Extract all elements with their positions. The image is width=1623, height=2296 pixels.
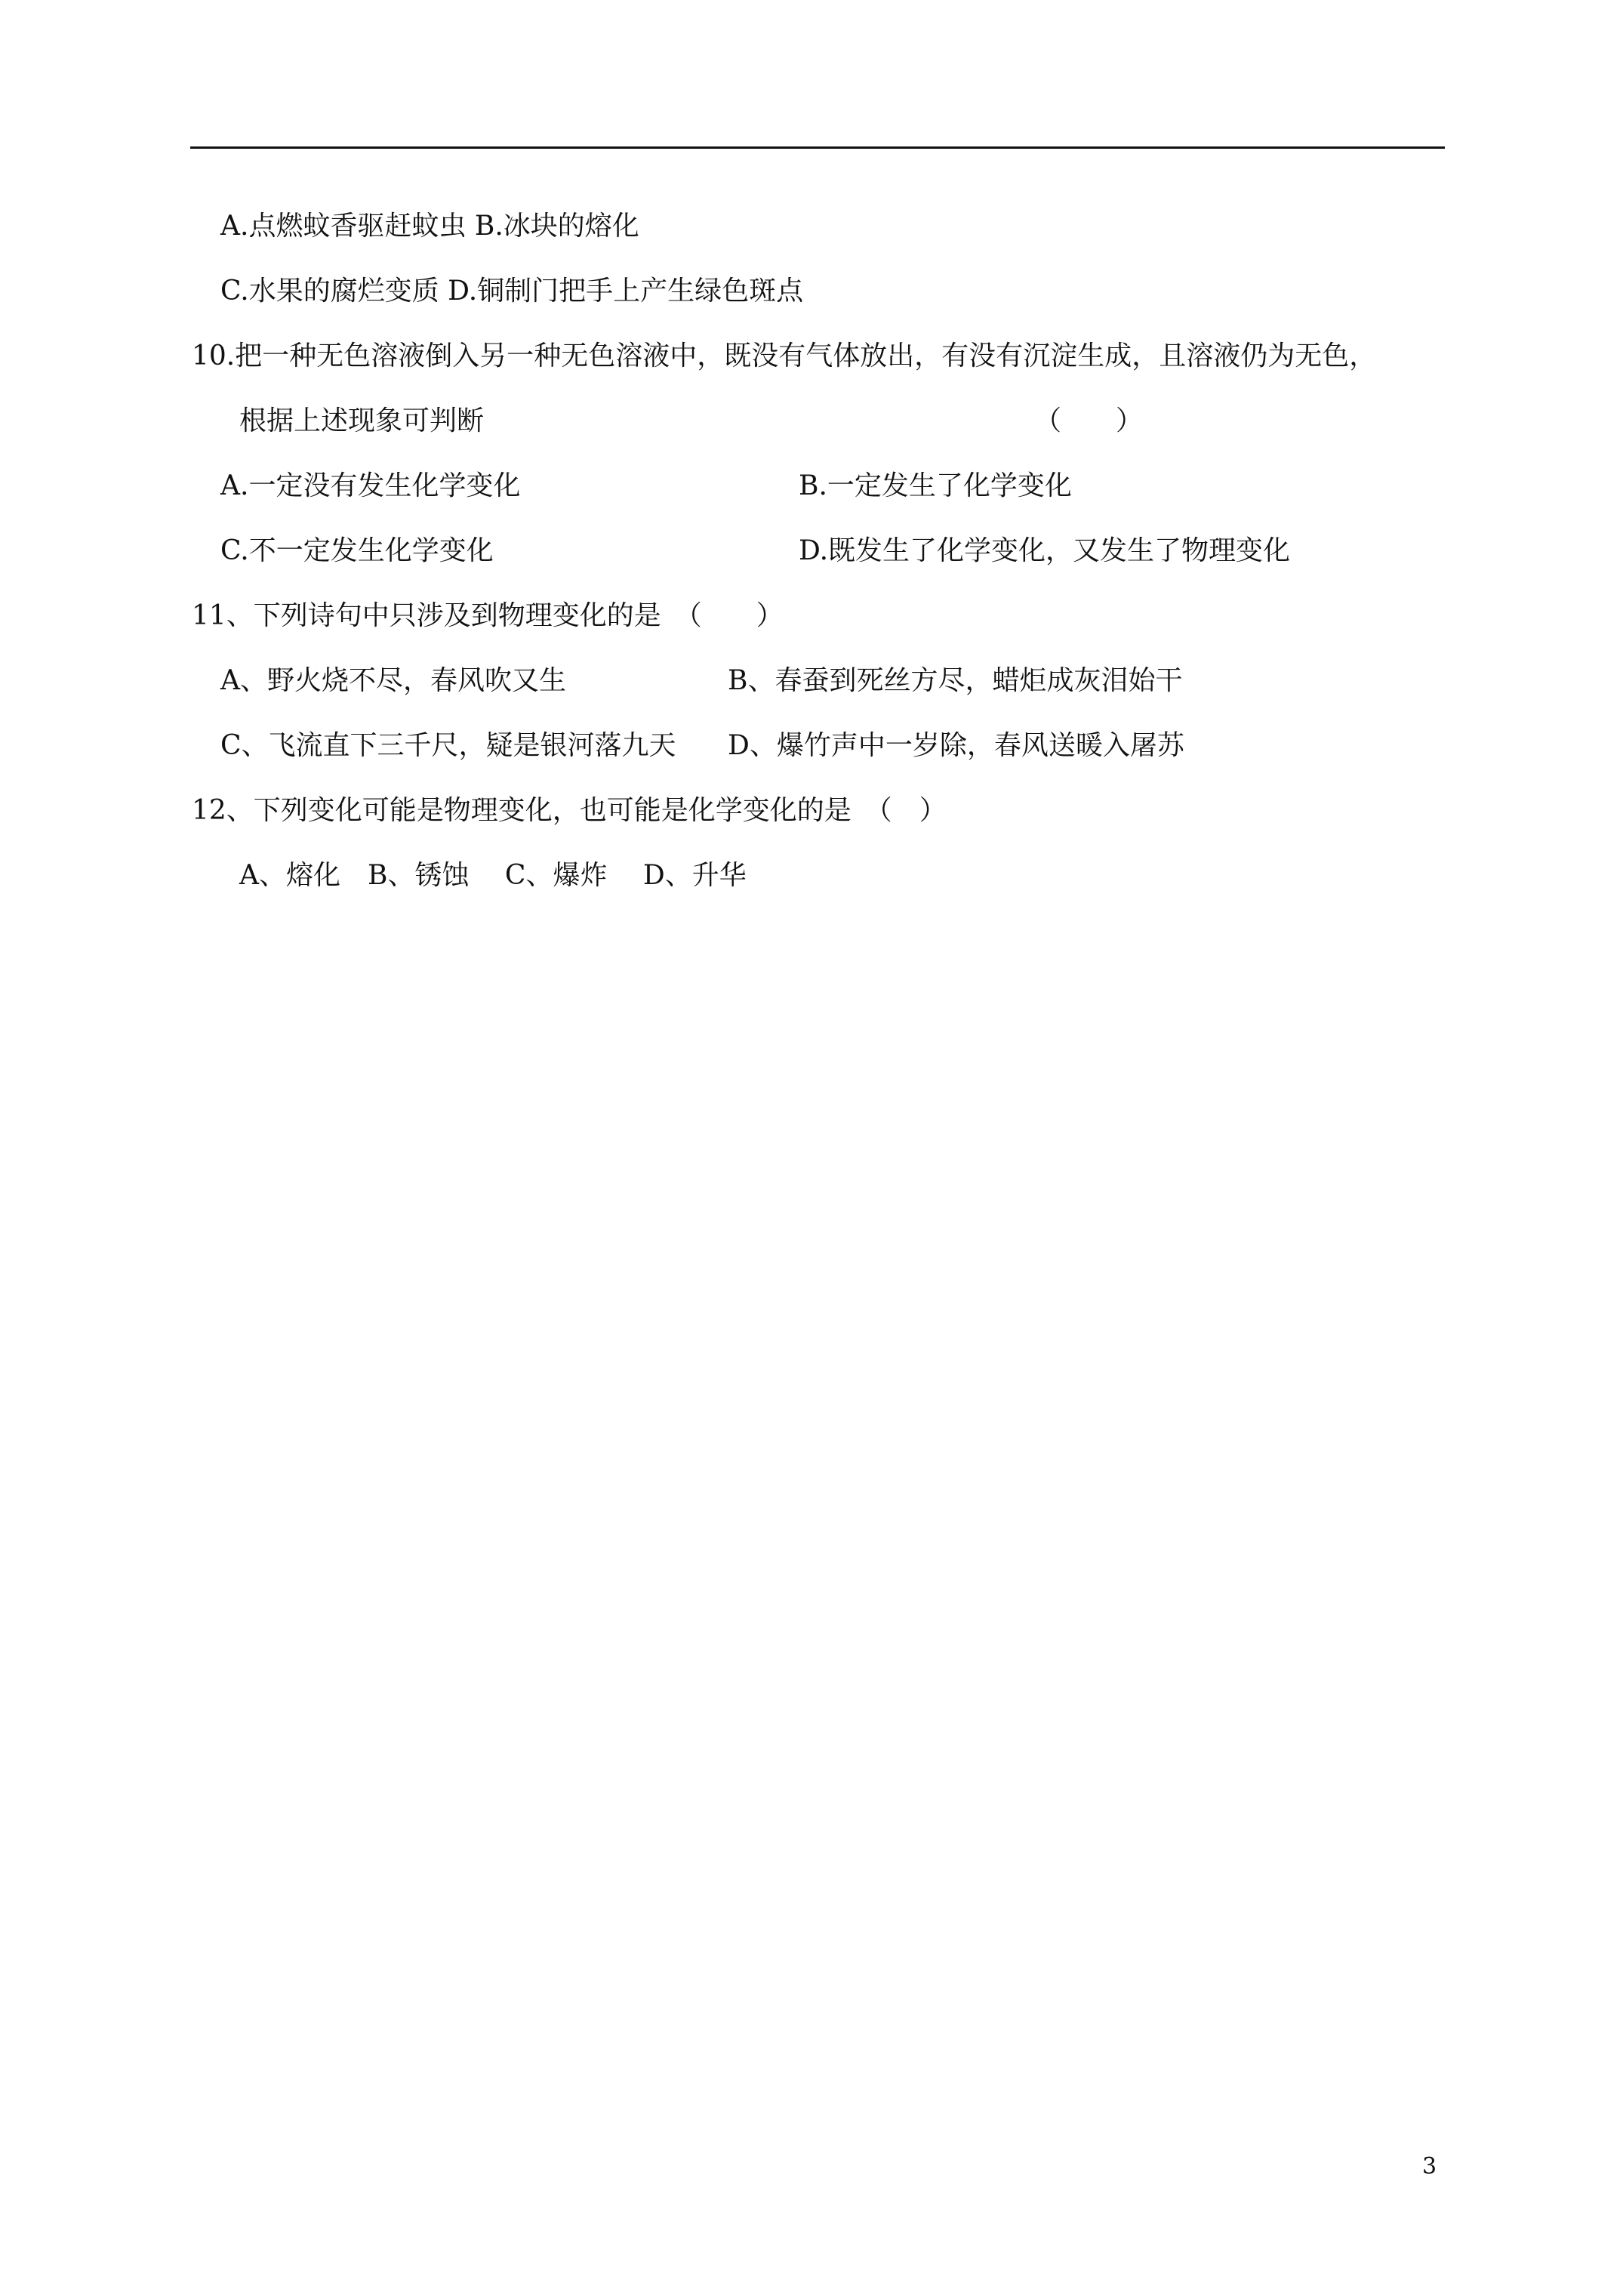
q10-option-a: A.一定没有发生化学变化 [220, 470, 521, 501]
q10-stem-line-1: 10.把一种无色溶液倒入另一种无色溶液中，既没有气体放出，有没有沉淀生成，且溶液仍为无色， [192, 341, 1377, 371]
q12-stem: 12、下列变化可能是物理变化，也可能是化学变化的是 （ ） [192, 795, 947, 826]
q9-options-line-2: C.水果的腐烂变质 D.铜制门把手上产生绿色斑点 [220, 276, 804, 307]
q10-option-d: D.既发生了化学变化，又发生了物理变化 [799, 535, 1291, 566]
q10-option-c: C.不一定发生化学变化 [220, 535, 494, 566]
q11-option-d: D、爆竹声中一岁除，春风送暖入屠苏 [728, 730, 1184, 761]
q10-option-b: B.一定发生了化学变化 [799, 470, 1072, 501]
q11-option-c: C、飞流直下三千尺，疑是银河落九天 [220, 730, 676, 761]
page-number: 3 [1422, 2153, 1437, 2180]
q10-answer-bracket: （ ） [1034, 405, 1144, 436]
q12-options: A、熔化 B、锈蚀 C、爆炸 D、升华 [239, 860, 747, 891]
header-rule [190, 146, 1445, 149]
q11-option-a: A、野火烧不尽，春风吹又生 [220, 665, 566, 696]
q9-options-line-1: A.点燃蚊香驱赶蚊虫 B.冰块的熔化 [220, 211, 639, 242]
q10-stem-line-2: 根据上述现象可判断 [239, 405, 485, 436]
q11-option-b: B、春蚕到死丝方尽，蜡炬成灰泪始干 [728, 665, 1183, 696]
q11-stem: 11、下列诗句中只涉及到物理变化的是 （ ） [192, 600, 784, 631]
